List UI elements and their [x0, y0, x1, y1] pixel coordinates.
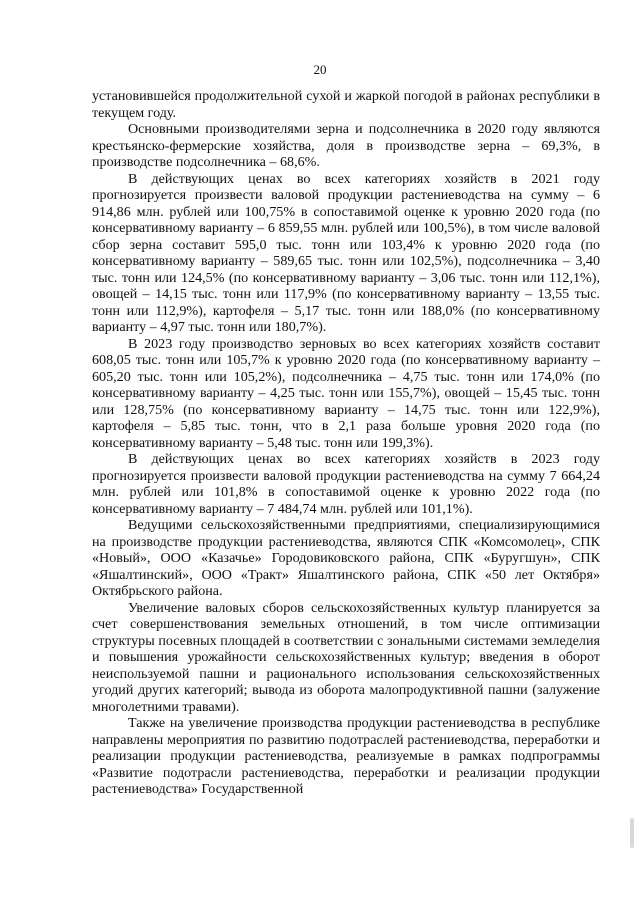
paragraph-production-2023: В 2023 году производство зерновых во всех категориях хозяйств составит 608,05 тыс. тонн или 105,7% к уровню 2020 года (по консервативному варианту – 605,20 тыс. тонн или 105,2%), подсолнечника – 4,75 тыс. тонн или 174,0% (по консервативному варианту – 4,25 тыс. тонн или 155,7%), овощей – 15,45 тыс. тонн или 128,75% (по консервативному варианту – 14,75 тыс. тонн или 122,9%), картофеля – 5,85 тыс. тонн, что в 2,1 раза больше уровня 2020 года (по консервативному варианту – 5,48 тыс. тонн или 199,3%).	[92, 335, 600, 451]
paragraph-main-producers: Основными производителями зерна и подсолнечника в 2020 году являются крестьянско-фермерские хозяйства, доля в производстве зерна – 69,3%, в производстве подсолнечника – 68,6%.	[92, 121, 600, 170]
document-body	[92, 88, 600, 798]
paragraph-leading-enterprises: Ведущими сельскохозяйственными предприятиями, специализирующимися на производстве продукции растениеводства, являются СПК «Комсомолец», СПК «Новый», ООО «Казачье» Городовиковского района, СПК «Буругшун», СПК «Яшалтинский», ООО «Тракт» Яшалтинского района, СПК «50 лет Октября» Октябрьского района.	[92, 517, 600, 599]
paragraph-continuation: установившейся продолжительной сухой и жаркой погодой в районах республики в текущем году.	[92, 88, 600, 121]
paragraph-forecast-2021: В действующих ценах во всех категориях хозяйств в 2021 году прогнозируется произвести валовой продукции растениеводства на сумму – 6 914,86 млн. рублей или 100,75% в сопоставимой оценке к уровню 2020 года (по консервативному варианту – 6 859,55 млн. рублей или 100,5%), в том числе валовой сбор зерна составит 595,0 тыс. тонн или 103,4% к уровню 2020 года (по консервативному варианту – 589,65 тыс. тонн или 102,5%), подсолнечника – 3,40 тыс. тонн или 124,5% (по консервативному варианту – 3,06 тыс. тонн или 112,1%), овощей – 14,15 тыс. тонн или 117,9% (по консервативному варианту – 13,55 тыс. тонн или 112,9%), картофеля – 5,17 тыс. тонн или 188,0% (по консервативному варианту – 4,97 тыс. тонн или 180,7%).	[92, 170, 600, 335]
scan-edge-mark	[630, 818, 634, 848]
paragraph-subprogram: Также на увеличение производства продукции растениеводства в республике направлены мероприятия по развитию подотраслей растениеводства, переработки и реализации продукции растениеводства, реализуемые в рамках подпрограммы «Развитие подотрасли растениеводства, переработки и реализации продукции растениеводства» Государственной	[92, 715, 600, 797]
page-number: 20	[313, 62, 327, 77]
paragraph-yield-increase: Увеличение валовых сборов сельскохозяйственных культур планируется за счет совершенствования земельных отношений, в том числе оптимизации структуры посевных площадей в соответствии с зональными системами земледелия и повышения урожайности сельскохозяйственных культур; введения в оборот неиспользуемой пашни и рационального использования сельскохозяйственных угодий других категорий; вывода из оборота малопродуктивной пашни (залужение многолетними травами).	[92, 599, 600, 715]
paragraph-forecast-2023: В действующих ценах во всех категориях хозяйств в 2023 году прогнозируется произвести валовой продукции растениеводства на сумму 7 664,24 млн. рублей или 101,8% в сопоставимой оценке к уровню 2022 года (по консервативному варианту – 7 484,74 млн. рублей или 101,1%).	[92, 451, 600, 517]
